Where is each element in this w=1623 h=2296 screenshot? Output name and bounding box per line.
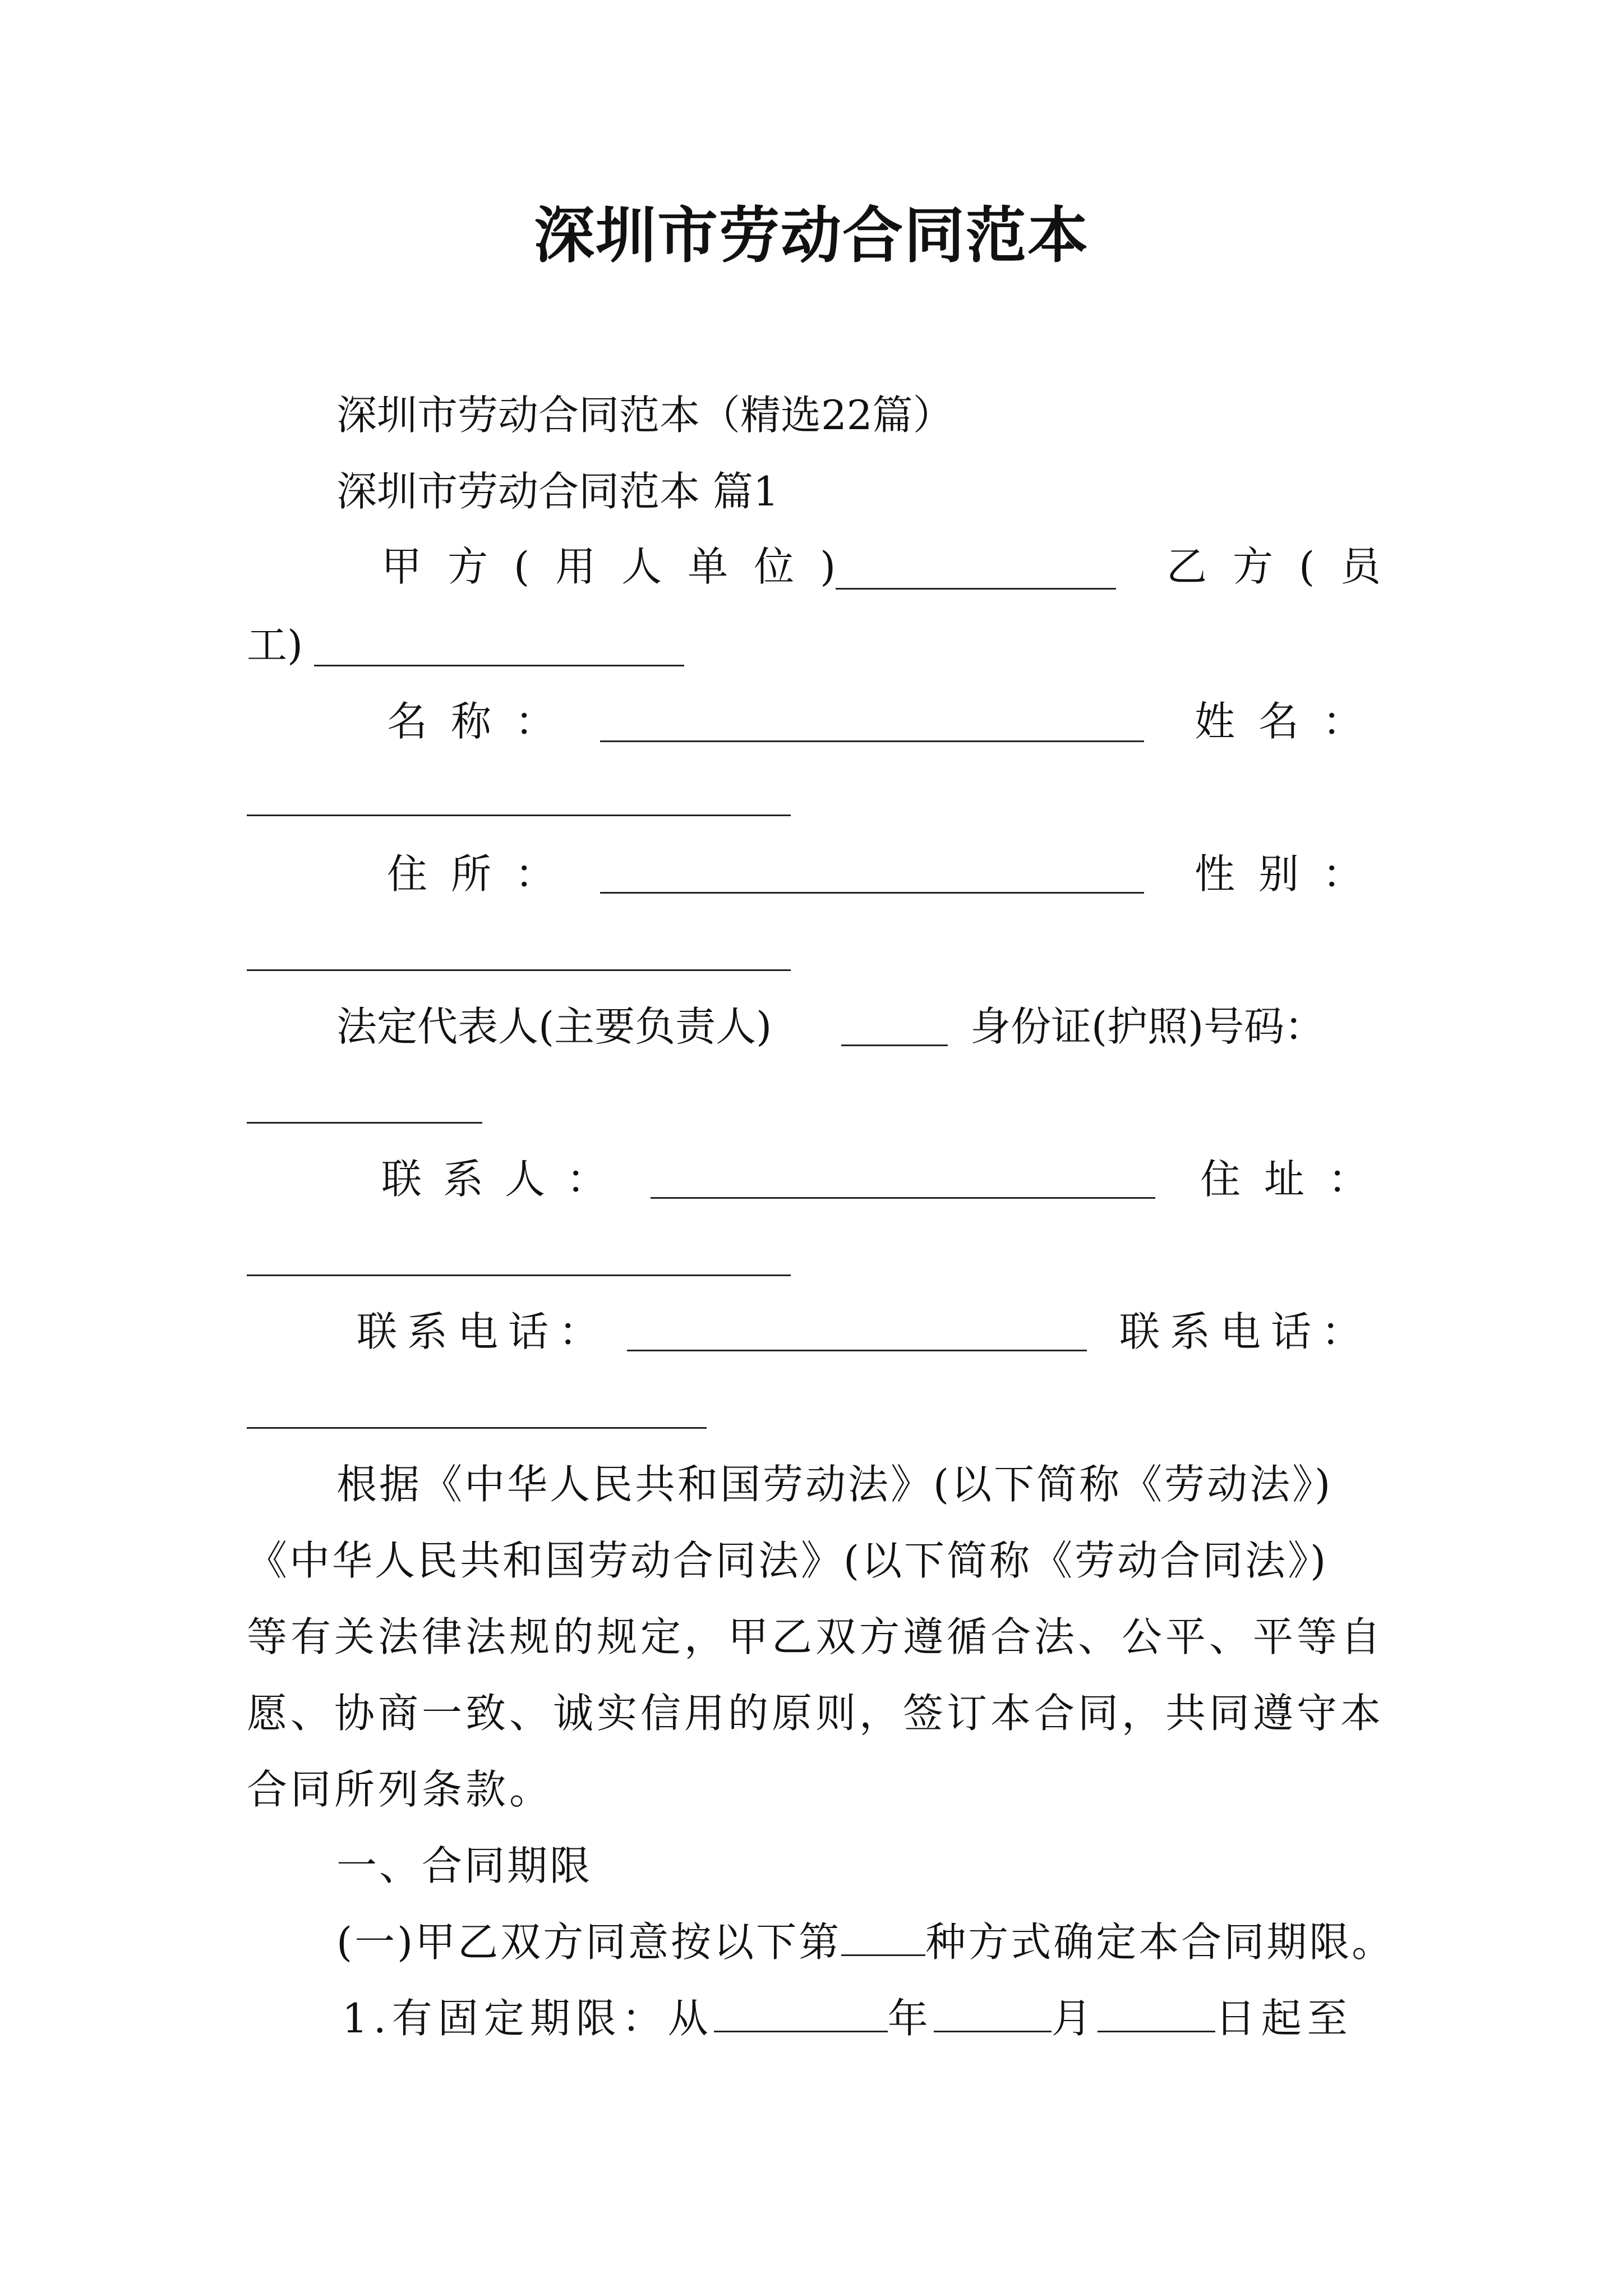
company-name-label: 名称：: [387, 698, 579, 745]
company-phone-label: 联系电话：: [357, 1308, 610, 1355]
employee-name-blank: [247, 815, 791, 816]
employee-phone-blank: [247, 1427, 707, 1429]
document-title: 深圳市劳动合同范本: [533, 200, 1089, 271]
preamble-line-2: 《中华人民共和国劳动合同法》(以下简称《劳动合同法》): [247, 1537, 1329, 1584]
gender-label: 性别：: [1195, 850, 1387, 898]
company-phone-blank: [627, 1350, 1087, 1351]
start-day-blank: [1098, 1996, 1215, 2032]
clause-1-item-1-text-after: 种方式确定本合同期限。: [925, 1918, 1395, 1966]
clause-1-heading: 一、合同期限: [336, 1842, 593, 1889]
party-a-blank: [836, 588, 1116, 590]
legal-rep-blank: [841, 1045, 948, 1046]
employee-phone-label: 联系电话：: [1119, 1308, 1372, 1355]
clause-1-item-1: [336, 1914, 1394, 1970]
party-a-label: 甲方(用人单位): [381, 543, 862, 590]
gender-blank: [247, 969, 791, 971]
start-month-blank: [934, 1996, 1052, 2032]
document-subtitle: 深圳市劳动合同范本（精选22篇）: [336, 392, 953, 439]
employee-address-label: 住址：: [1200, 1156, 1393, 1203]
legal-rep-label: 法定代表人(主要负责人): [336, 1003, 772, 1050]
contract-type-blank: [841, 1920, 925, 1956]
clause-1-item-1-text-before: (一)甲乙双方同意按以下第: [336, 1918, 842, 1966]
clause-1-item-2: [342, 1990, 1353, 2046]
year-label: 年: [887, 1995, 934, 2042]
company-address-blank: [600, 892, 1144, 894]
party-b-label: 乙方(员: [1166, 543, 1407, 590]
company-name-blank: [600, 740, 1144, 742]
day-from-label: 日起至: [1215, 1995, 1353, 2042]
party-b-blank: [314, 665, 684, 666]
preamble-line-5: 合同所列条款。: [247, 1766, 554, 1813]
fixed-term-label: 1.有固定期限：从: [342, 1995, 714, 2042]
employee-address-blank: [247, 1274, 791, 1276]
id-number-label: 身份证(护照)号码：: [970, 1003, 1325, 1050]
month-label: 月: [1051, 1995, 1098, 2042]
company-address-label: 住所：: [387, 850, 579, 898]
id-number-blank: [247, 1122, 482, 1124]
start-year-blank: [714, 1996, 888, 2032]
employee-name-label: 姓名：: [1195, 698, 1387, 745]
preamble-line-1: 根据《中华人民共和国劳动法》(以下简称《劳动法》): [336, 1461, 1333, 1508]
party-b-label-continued: 工): [247, 622, 303, 669]
section-heading: 深圳市劳动合同范本 篇1: [336, 468, 779, 515]
preamble-line-4: 愿、协商一致、诚实信用的原则，签订本合同，共同遵守本: [247, 1690, 1385, 1737]
contact-person-label: 联系人：: [381, 1156, 629, 1203]
contact-person-blank: [651, 1197, 1155, 1199]
preamble-line-3: 等有关法律法规的规定，甲乙双方遵循合法、公平、平等自: [247, 1613, 1385, 1660]
